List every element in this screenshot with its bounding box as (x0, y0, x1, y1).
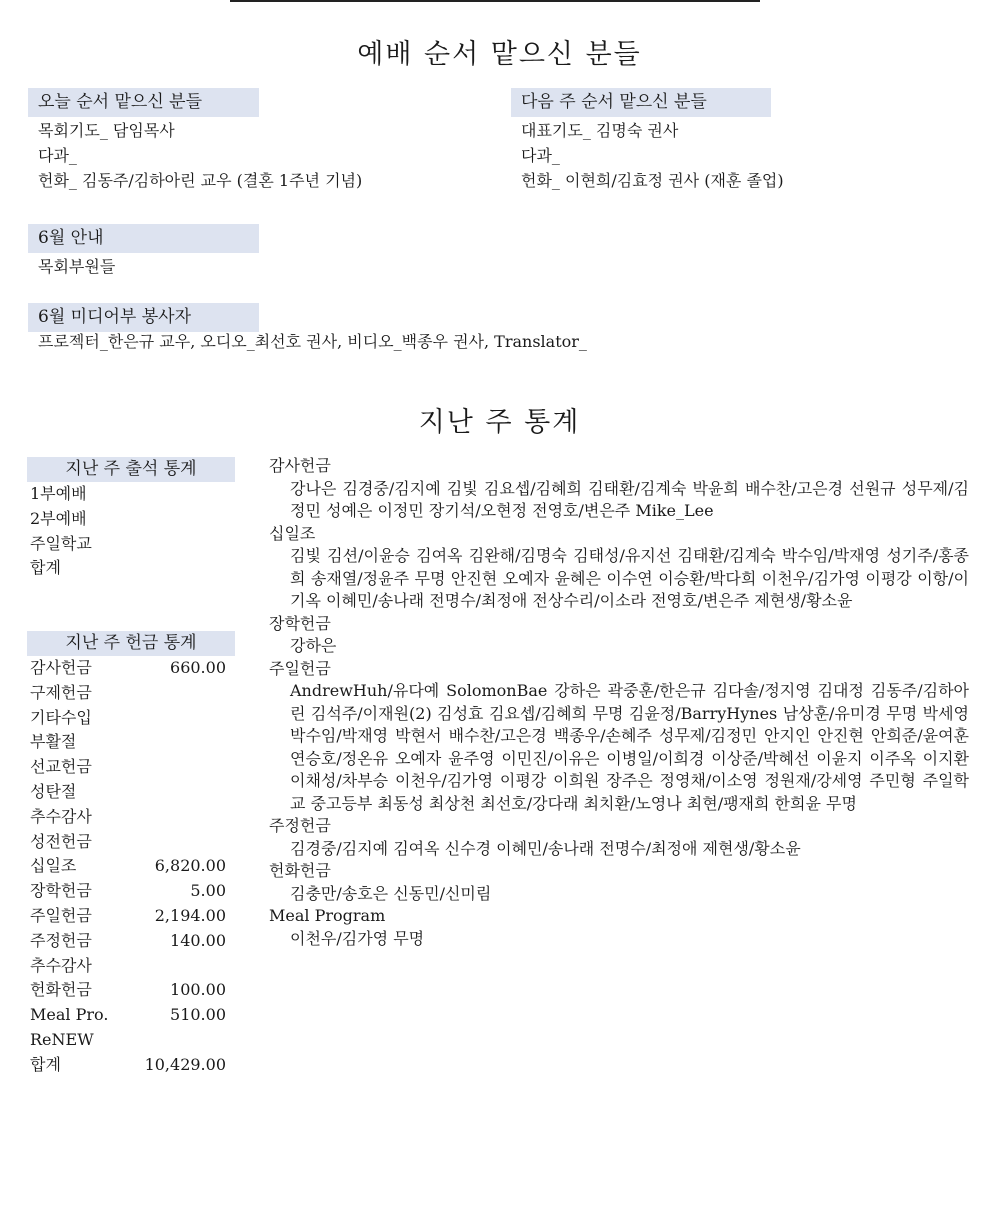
attendance-row (30, 507, 226, 532)
offering-row (30, 929, 226, 954)
row-value: 5.00 (190, 881, 226, 901)
offering-row (30, 854, 226, 879)
today-heading: 오늘 순서 맡으신 분들 (28, 88, 259, 117)
row-label: 합계 (30, 1054, 61, 1074)
donation-category: 장학헌금 (269, 613, 331, 633)
next-week-line-3: 헌화_ 이현희/김효정 권사 (재훈 졸업) (521, 171, 784, 190)
offering-heading: 지난 주 헌금 통계 (27, 631, 235, 656)
row-value: 100.00 (170, 980, 226, 1000)
next-week-line-1: 대표기도_ 김명숙 권사 (521, 121, 679, 140)
today-line-2: 다과_ (38, 146, 77, 165)
donation-category: 감사헌금 (269, 456, 331, 475)
offering-row (30, 755, 226, 780)
row-label: 감사헌금 (30, 658, 92, 677)
row-label: 선교헌금 (30, 757, 92, 777)
row-label: 주정헌금 (30, 930, 92, 950)
page-title: 예배 순서 맡으신 분들 (357, 39, 642, 70)
donation-category: Meal Program (269, 906, 386, 925)
row-label: 십일조 (30, 856, 77, 876)
row-label: 주일헌금 (30, 905, 92, 925)
donor-names: 김충만/송호은 신동민/신미림 (290, 883, 492, 903)
row-label: ReNEW (30, 1029, 94, 1049)
donor-names: 강나은 김경중/김지예 김빛 김요셉/김혜희 김태환/김계숙 박윤희 배수찬/고은경 선원규 성무제/김정민 성예은 이정민 장기석/오현정 전영호/변은주 Mike_Lee (290, 478, 969, 520)
row-label: 1부예배 (30, 484, 87, 503)
row-value: 660.00 (170, 658, 226, 677)
donor-names: 이천우/김가영 무명 (290, 928, 425, 948)
row-label: 구제헌금 (30, 682, 92, 702)
today-line-1: 목회기도_ 담임목사 (38, 121, 175, 140)
offering-row (30, 780, 226, 805)
donation-category: 십일조 (269, 523, 316, 543)
row-value: 6,820.00 (154, 856, 226, 876)
row-label: 주일학교 (30, 533, 92, 553)
offering-row (30, 978, 226, 1003)
row-label: 장학헌금 (30, 881, 92, 901)
row-value: 10,429.00 (144, 1054, 226, 1074)
row-value: 2,194.00 (154, 905, 226, 925)
next-week-heading: 다음 주 순서 맡으신 분들 (511, 88, 771, 117)
next-week-line-2: 다과_ (521, 146, 560, 165)
row-label: Meal Pro. (30, 1005, 109, 1025)
offering-row (30, 706, 226, 731)
donor-names: 김빛 김션/이윤승 김여옥 김완해/김명숙 김태성/유지선 김태환/김계숙 박수임/박재영 성기주/홍종희 송재열/정윤주 무명 안진현 오예자 윤혜은 이수연 이승환/박다희 이천우/김가영 이평강 이항/이기옥 이혜민/송나래 전명수/최정애 전상수리/이소라 전영호/변은주 제현생/황소윤 (290, 546, 969, 610)
offering-table (30, 656, 226, 1078)
offering-row (30, 1053, 226, 1078)
donor-names: 김경중/김지예 김여옥 신수경 이혜민/송나래 전명수/최정애 제현생/황소윤 (290, 838, 801, 858)
donor-names: 강하은 (290, 636, 337, 655)
offering-row (30, 681, 226, 706)
offering-row (30, 656, 226, 681)
row-label: 부활절 (30, 732, 77, 752)
attendance-table (30, 482, 226, 581)
stats-title: 지난 주 통계 (418, 407, 581, 438)
donor-list (269, 455, 969, 950)
june-notice-line: 목회부원들 (38, 257, 116, 276)
donor-names: AndrewHuh/유다예 SolomonBae 강하은 곽중훈/한은규 김다솔/정지영 김대정 김동주/김하아린 김석주/이재원(2) 김성효 김요셉/김혜희 무명 김윤정/BarryHynes 남상훈/유미경 무명 박세영 박수임/박재영 박현서 배수찬/고은경 백종우/손혜주 성무제/김정민 안지인 안진현 안희준/윤여훈 연승호/정온유 오예자 윤주영 이민진/이유은 이병일/이희경 이상준/박혜선 이윤지 이주옥 이지환 이채성/차부승 이천우/김가영 이평강 이희원 장주은 정영채/이소영 정원재/강세영 주민형 주일학교 중고등부 최동성 최상천 최선호/강다래 최치환/노영나 최현/팽재희 한희윤 무명 (290, 681, 969, 813)
offering-row (30, 879, 226, 904)
june-media-line: 프로젝터_한은규 교우, 오디오_최선호 권사, 비디오_백종우 권사, Translator_ (38, 332, 587, 351)
offering-row (30, 805, 226, 830)
attendance-row (30, 482, 226, 507)
offering-row (30, 730, 226, 755)
offering-row (30, 1028, 226, 1053)
row-label: 2부예배 (30, 508, 87, 528)
row-label: 기타수입 (30, 707, 92, 727)
offering-row (30, 954, 226, 979)
row-value: 140.00 (170, 930, 226, 950)
offering-row (30, 830, 226, 855)
row-label: 추수감사 (30, 955, 92, 975)
row-label: 헌화헌금 (30, 980, 92, 1000)
attendance-heading: 지난 주 출석 통계 (27, 457, 235, 482)
today-line-3: 헌화_ 김동주/김하아린 교우 (결혼 1주년 기념) (38, 171, 363, 190)
donation-category: 주정헌금 (269, 816, 331, 835)
attendance-row (30, 556, 226, 581)
offering-row (30, 1003, 226, 1028)
row-label: 합계 (30, 558, 61, 578)
donation-category: 헌화헌금 (269, 861, 331, 880)
top-rule (230, 0, 760, 2)
june-media-heading: 6월 미디어부 봉사자 (28, 303, 259, 332)
row-label: 성탄절 (30, 781, 77, 801)
offering-row (30, 904, 226, 929)
attendance-row (30, 532, 226, 557)
june-notice-heading: 6월 안내 (28, 224, 259, 253)
row-label: 성전헌금 (30, 831, 92, 851)
row-value: 510.00 (170, 1005, 226, 1025)
row-label: 추수감사 (30, 806, 92, 826)
donation-category: 주일헌금 (269, 658, 331, 678)
